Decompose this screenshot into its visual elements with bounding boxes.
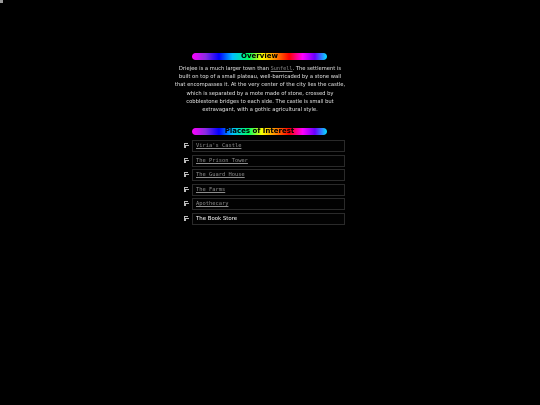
place-item-book-store xyxy=(183,213,353,228)
corner-marker xyxy=(0,0,3,3)
arrow-bullet-icon xyxy=(184,143,190,148)
overview-heading-bar xyxy=(192,53,327,60)
arrow-bullet-icon xyxy=(184,216,190,221)
place-box xyxy=(192,184,345,196)
place-box xyxy=(192,140,345,152)
sunfell-link[interactable]: Sunfell xyxy=(270,66,293,72)
overview-paragraph xyxy=(174,65,346,114)
place-item-farms xyxy=(183,184,353,199)
place-link-apothecary[interactable]: Apothecary xyxy=(196,201,229,208)
overview-text-rest: . The settlement is built on top of a small plateau, well-barricaded by a stone wall that encompasses it. At the very center of the city lies the castle, which is separated by a mote made of stone, crossed by cobblestone bridges to each side. The castle is small but extravagant, with a gothic agricultural style. xyxy=(174,66,346,114)
overview-text-start: Driejee is a much larger town than xyxy=(178,66,271,72)
place-link-virias-castle[interactable]: Viria's Castle xyxy=(196,143,242,149)
place-link-prison-tower[interactable]: The Prison Tower xyxy=(196,157,248,164)
places-heading-bar xyxy=(192,128,327,135)
place-link-farms[interactable]: The Farms xyxy=(196,186,226,193)
arrow-bullet-icon xyxy=(184,201,190,206)
place-box xyxy=(192,198,345,210)
place-box xyxy=(192,213,345,225)
place-box xyxy=(192,169,345,181)
place-item-apothecary xyxy=(183,198,353,213)
place-box xyxy=(192,155,345,167)
place-link-guard-house[interactable]: The Guard House xyxy=(196,172,245,179)
arrow-bullet-icon xyxy=(184,172,190,177)
place-item-virias-castle xyxy=(183,140,353,155)
overview-heading: Overview xyxy=(241,52,278,60)
place-label-book-store: The Book Store xyxy=(196,215,238,222)
places-heading: Places of Interest xyxy=(224,127,295,135)
arrow-bullet-icon xyxy=(184,187,190,192)
places-list xyxy=(183,140,353,228)
place-item-guard-house xyxy=(183,169,353,184)
arrow-bullet-icon xyxy=(184,158,190,163)
place-item-prison-tower xyxy=(183,155,353,170)
